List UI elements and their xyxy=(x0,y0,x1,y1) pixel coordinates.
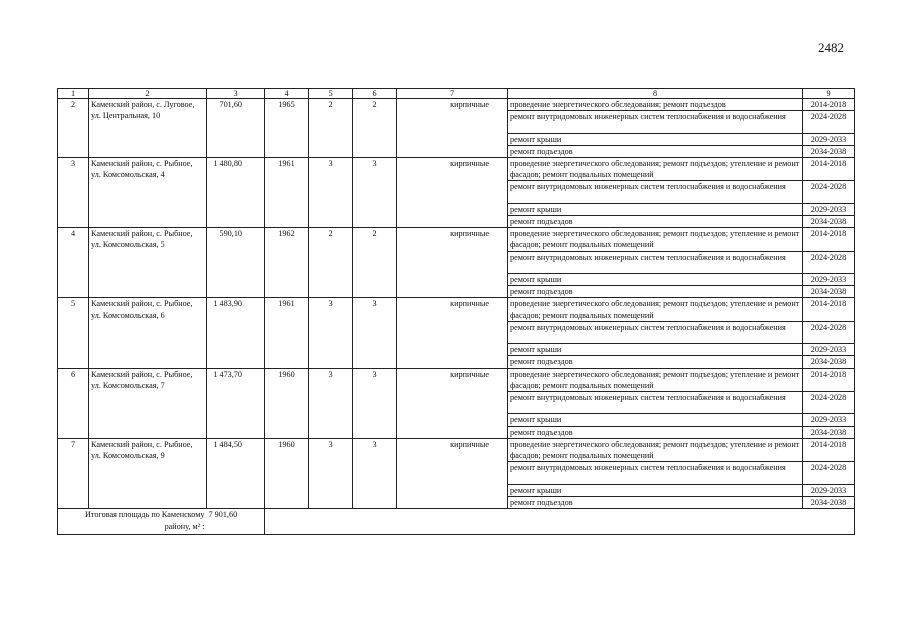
total-area-cell: 1 484,50 xyxy=(207,438,265,508)
repair-work-cell: ремонт подъездов xyxy=(508,145,803,157)
entrances-cell: 2 xyxy=(353,99,397,158)
build-year-cell: 1962 xyxy=(265,228,309,298)
table-row xyxy=(58,438,855,461)
repair-work-cell: ремонт крыши xyxy=(508,133,803,145)
total-row-filler xyxy=(265,509,855,535)
repair-period-cell: 2034-2038 xyxy=(803,496,855,508)
repair-work-cell: ремонт внутридомовых инженерных систем теплоснабжения и водоснабжения xyxy=(508,181,803,203)
repair-work-cell: проведение энергетического обследования; ремонт подъездов; утепление и ремонт фасадов; ремонт подвальных помещений xyxy=(508,158,803,181)
floors-cell: 3 xyxy=(309,158,353,228)
column-number-header-row xyxy=(58,89,855,99)
repair-work-cell: проведение энергетического обследования; ремонт подъездов; утепление и ремонт фасадов; ремонт подвальных помещений xyxy=(508,368,803,391)
repair-period-cell: 2024-2028 xyxy=(803,321,855,343)
total-area-label: Итоговая площадь по Каменскому району, м² : xyxy=(58,509,207,535)
entrances-cell: 3 xyxy=(353,438,397,508)
build-year-cell: 1961 xyxy=(265,298,309,368)
row-number-cell: 7 xyxy=(58,438,89,508)
row-number-cell: 4 xyxy=(58,228,89,298)
address-cell: Каменский район, с. Рыбное, ул. Комсомольская, 9 xyxy=(89,438,207,508)
repair-work-cell: ремонт внутридомовых инженерных систем теплоснабжения и водоснабжения xyxy=(508,251,803,273)
floors-cell: 2 xyxy=(309,228,353,298)
repair-period-cell: 2024-2028 xyxy=(803,111,855,133)
repair-period-cell: 2014-2018 xyxy=(803,438,855,461)
repair-period-cell: 2014-2018 xyxy=(803,368,855,391)
repair-period-cell: 2029-2033 xyxy=(803,484,855,496)
repair-period-cell: 2024-2028 xyxy=(803,181,855,203)
repair-work-cell: проведение энергетического обследования; ремонт подъездов xyxy=(508,99,803,111)
wall-material-cell: кирпичные xyxy=(397,438,508,508)
entrances-cell: 2 xyxy=(353,228,397,298)
repair-work-cell: ремонт внутридомовых инженерных систем теплоснабжения и водоснабжения xyxy=(508,462,803,484)
repair-period-cell: 2034-2038 xyxy=(803,356,855,368)
column-header: 7 xyxy=(397,89,508,99)
total-row xyxy=(58,509,855,535)
address-cell: Каменский район, с. Рыбное, ул. Комсомольская, 7 xyxy=(89,368,207,438)
address-cell: Каменский район, с. Рыбное, ул. Комсомольская, 5 xyxy=(89,228,207,298)
repair-period-cell: 2024-2028 xyxy=(803,251,855,273)
entrances-cell: 3 xyxy=(353,298,397,368)
repair-period-cell: 2034-2038 xyxy=(803,216,855,228)
housing-register-table xyxy=(57,88,855,535)
repair-period-cell: 2014-2018 xyxy=(803,99,855,111)
column-header: 4 xyxy=(265,89,309,99)
total-area-value: 7 901,60 xyxy=(207,509,265,535)
total-area-cell: 1 473,70 xyxy=(207,368,265,438)
row-number-cell: 5 xyxy=(58,298,89,368)
repair-period-cell: 2029-2033 xyxy=(803,344,855,356)
total-area-cell: 701,60 xyxy=(207,99,265,158)
page-number: 2482 xyxy=(818,40,844,55)
repair-work-cell: проведение энергетического обследования; ремонт подъездов; утепление и ремонт фасадов; ремонт подвальных помещений xyxy=(508,228,803,251)
column-header: 9 xyxy=(803,89,855,99)
build-year-cell: 1960 xyxy=(265,438,309,508)
column-header: 2 xyxy=(89,89,207,99)
build-year-cell: 1961 xyxy=(265,158,309,228)
column-header: 6 xyxy=(353,89,397,99)
repair-work-cell: ремонт крыши xyxy=(508,414,803,426)
repair-work-cell: ремонт внутридомовых инженерных систем теплоснабжения и водоснабжения xyxy=(508,321,803,343)
table-row xyxy=(58,368,855,391)
build-year-cell: 1960 xyxy=(265,368,309,438)
repair-work-cell: ремонт крыши xyxy=(508,274,803,286)
wall-material-cell: кирпичные xyxy=(397,99,508,158)
repair-work-cell: ремонт подъездов xyxy=(508,356,803,368)
row-number-cell: 2 xyxy=(58,99,89,158)
repair-work-cell: проведение энергетического обследования; ремонт подъездов; утепление и ремонт фасадов; ремонт подвальных помещений xyxy=(508,298,803,321)
repair-period-cell: 2034-2038 xyxy=(803,145,855,157)
table-row xyxy=(58,99,855,111)
repair-period-cell: 2029-2033 xyxy=(803,133,855,145)
repair-work-cell: ремонт внутридомовых инженерных систем теплоснабжения и водоснабжения xyxy=(508,392,803,414)
repair-period-cell: 2024-2028 xyxy=(803,392,855,414)
table-row xyxy=(58,228,855,251)
repair-period-cell: 2029-2033 xyxy=(803,274,855,286)
repair-work-cell: ремонт крыши xyxy=(508,344,803,356)
repair-work-cell: ремонт подъездов xyxy=(508,286,803,298)
repair-work-cell: ремонт подъездов xyxy=(508,426,803,438)
floors-cell: 2 xyxy=(309,99,353,158)
wall-material-cell: кирпичные xyxy=(397,298,508,368)
repair-period-cell: 2014-2018 xyxy=(803,158,855,181)
repair-work-cell: ремонт подъездов xyxy=(508,216,803,228)
table-row xyxy=(58,158,855,181)
total-area-cell: 1 480,80 xyxy=(207,158,265,228)
total-area-cell: 590,10 xyxy=(207,228,265,298)
column-header: 8 xyxy=(508,89,803,99)
table-row xyxy=(58,298,855,321)
repair-period-cell: 2034-2038 xyxy=(803,426,855,438)
column-header: 5 xyxy=(309,89,353,99)
repair-work-cell: ремонт внутридомовых инженерных систем теплоснабжения и водоснабжения xyxy=(508,111,803,133)
total-area-cell: 1 483,90 xyxy=(207,298,265,368)
row-number-cell: 6 xyxy=(58,368,89,438)
address-cell: Каменский район, с. Луговое, ул. Центральная, 10 xyxy=(89,99,207,158)
repair-period-cell: 2029-2033 xyxy=(803,203,855,215)
repair-work-cell: ремонт крыши xyxy=(508,484,803,496)
repair-period-cell: 2014-2018 xyxy=(803,298,855,321)
floors-cell: 3 xyxy=(309,368,353,438)
floors-cell: 3 xyxy=(309,438,353,508)
repair-work-cell: ремонт подъездов xyxy=(508,496,803,508)
column-header: 3 xyxy=(207,89,265,99)
entrances-cell: 3 xyxy=(353,368,397,438)
row-number-cell: 3 xyxy=(58,158,89,228)
entrances-cell: 3 xyxy=(353,158,397,228)
wall-material-cell: кирпичные xyxy=(397,368,508,438)
wall-material-cell: кирпичные xyxy=(397,228,508,298)
wall-material-cell: кирпичные xyxy=(397,158,508,228)
repair-period-cell: 2034-2038 xyxy=(803,286,855,298)
table-body xyxy=(58,99,855,535)
address-cell: Каменский район, с. Рыбное, ул. Комсомольская, 4 xyxy=(89,158,207,228)
address-cell: Каменский район, с. Рыбное, ул. Комсомольская, 6 xyxy=(89,298,207,368)
repair-period-cell: 2029-2033 xyxy=(803,414,855,426)
repair-work-cell: ремонт крыши xyxy=(508,203,803,215)
floors-cell: 3 xyxy=(309,298,353,368)
column-header: 1 xyxy=(58,89,89,99)
build-year-cell: 1965 xyxy=(265,99,309,158)
repair-period-cell: 2014-2018 xyxy=(803,228,855,251)
repair-work-cell: проведение энергетического обследования; ремонт подъездов; утепление и ремонт фасадов; ремонт подвальных помещений xyxy=(508,438,803,461)
repair-period-cell: 2024-2028 xyxy=(803,462,855,484)
